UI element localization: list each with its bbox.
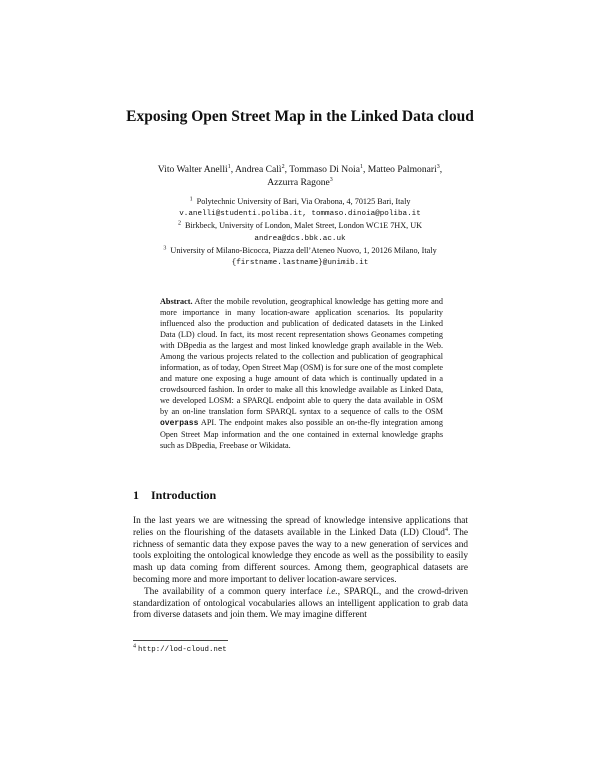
affiliation-list bbox=[100, 196, 500, 269]
affiliation: $^3$ University of Milano-Bicocca, Piazza dell’Ateneo Nuovo, 1, 20126 Milano, Italy {firstname.lastname}@unimib.it bbox=[163, 245, 437, 268]
author: Vito Walter Anelli$^1$, bbox=[157, 163, 235, 175]
section-body bbox=[133, 516, 468, 622]
affiliation-email: v.anelli@studenti.poliba.it, tommaso.dinoia@poliba.it bbox=[179, 210, 421, 219]
abstract-text: After the mobile revolution, geographical knowledge has getting more and more importance in many location-aware application scenarios. Its popularity influenced also the production and publication of dedicated datasets in the Linked Data (LD) cloud. In fact, its most recent representation shows Geonames competing with DBpedia as the largest and most linked knowledge graph available in the Web. Among the various projects related to the collection and publication of geographical information, as of today, Open Street Map (OSM) is for sure one of the most complete and mature one exposing a huge amount of data which is continually updated in a crowdsourced fashion. In order to make all this knowledge available as Linked Data, we developed LOSM: a SPARQL endpoint able to query the data available in OSM by an on-line translation form SPARQL syntax to a sequence of calls to the OSM bbox=[160, 297, 444, 416]
paragraph: In the last years we are witnessing the spread of knowledge intensive applications that relies on the flourishing of the datasets available in the Linked Data (LD) Cloud$^4$. The richness of semantic data they expose paves the way to a new generation of services and tools exploiting the ontological knowledge they encode as well as the possibility to easily mash up data coming from different sources. Among them, geographical datasets are becoming more and more important to deliver location-aware services. bbox=[133, 516, 468, 585]
affiliation: $^1$ Polytechnic University of Bari, Via Orabona, 4, 70125 Bari, Italy v.anelli@studenti.poliba.it, tommaso.dinoia@poliba.it bbox=[179, 196, 421, 219]
author: Tommaso Di Noia$^1$, bbox=[289, 163, 368, 175]
footnote-link[interactable]: http://lod-cloud.net bbox=[138, 646, 227, 654]
author-list bbox=[120, 163, 480, 189]
abstract-text: API. The endpoint makes also possible an on-the-fly integration among Open Street Map information and the one contained in external knowledge graphs such as DBpedia, Freebase or Wikidata. bbox=[160, 418, 443, 450]
footnote-divider bbox=[133, 640, 228, 641]
abstract bbox=[160, 296, 443, 451]
section-title: Introduction bbox=[151, 488, 217, 502]
section-heading bbox=[133, 488, 473, 503]
affiliation-email: {firstname.lastname}@unimib.it bbox=[231, 259, 369, 268]
affiliation-email: andrea@dcs.bbk.ac.uk bbox=[254, 234, 346, 243]
paper-title: Exposing Open Street Map in the Linked Data cloud bbox=[126, 108, 474, 125]
abstract-label: Abstract. bbox=[160, 297, 193, 306]
author: Azzurra Ragone$^3$ bbox=[267, 176, 333, 188]
abstract-code: overpass bbox=[160, 419, 199, 428]
footnote: $^4$ http://lod-cloud.net bbox=[133, 643, 227, 654]
affiliation: $^2$ Birkbeck, University of London, Malet Street, London WC1E 7HX, UK andrea@dcs.bbk.ac.uk bbox=[177, 220, 423, 243]
section-number: 1 bbox=[133, 488, 139, 502]
footnote-ref: 4 bbox=[444, 526, 448, 533]
paragraph: The availability of a common query interface i.e., SPARQL, and the crowd-driven standardization of ontological vocabularies allows an intelligent application to grab data from diverse datasets and join them. We may imagine different bbox=[133, 586, 468, 621]
author: Matteo Palmonari$^3$, bbox=[367, 163, 443, 175]
author: Andrea Calì$^2$, bbox=[234, 163, 290, 175]
